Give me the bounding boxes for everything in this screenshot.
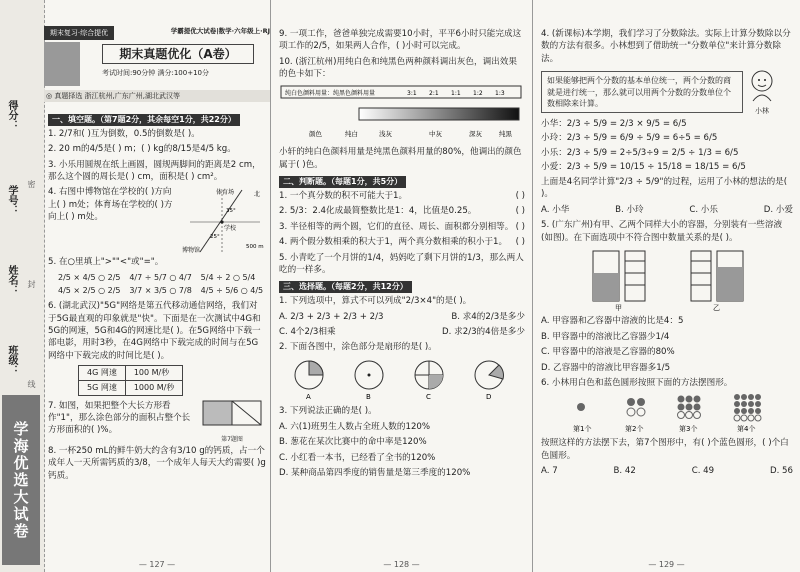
option[interactable]: D. 求2/3的4倍是多少 bbox=[442, 326, 525, 337]
series-info: 学霸提优大试卷|数学·六年级上·RJ bbox=[170, 27, 270, 35]
option[interactable]: D. 乙容器中的溶液比甲容器多1/5 bbox=[541, 362, 671, 373]
section-heading: 三、选择题。（每题2分，共12分） bbox=[279, 281, 412, 293]
judge-4 bbox=[279, 236, 525, 248]
option[interactable]: B. 42 bbox=[613, 466, 636, 477]
option[interactable]: C. 4个2/3相乘 bbox=[279, 326, 336, 337]
north-label: 北 bbox=[254, 191, 261, 199]
compare-item: 4/5 × 2/5 ○ 2/5 bbox=[58, 286, 121, 296]
question-6-options bbox=[541, 465, 793, 477]
stadium-label: 体育场 bbox=[216, 189, 235, 197]
answer-blank[interactable]: ( ) bbox=[515, 237, 525, 248]
figure-label: C bbox=[426, 392, 431, 401]
question-9: 9. 一项工作，爸爸单独完成需要10小时，平平6小时只能完成这项工作的2/5，如果两人合作，( )小时可以完成。 bbox=[279, 29, 522, 52]
pattern-label: 第3个 bbox=[679, 424, 698, 433]
exam-title: 期末真题优化（A卷） bbox=[102, 44, 254, 64]
judge-3 bbox=[279, 221, 525, 233]
question-1: 1. 2/7和( )互为倒数，0.5的倒数是( )。 bbox=[48, 128, 200, 139]
option[interactable]: B. 葱花在某次比赛中的命中率是120% bbox=[279, 437, 427, 448]
option[interactable]: B. 小玲 bbox=[615, 204, 644, 215]
option[interactable]: A. 2/3 + 2/3 + 2/3 + 2/3 bbox=[279, 311, 384, 322]
shaded-rectangle bbox=[202, 400, 262, 432]
thought-bubble: 如果能够把两个分数的基本单位统一，两个分数的商就是进行统一，那么就可以用两个分数的分数单位个数相除来计算。 bbox=[541, 71, 743, 113]
container-label: 乙 bbox=[713, 304, 720, 311]
question-4-options bbox=[541, 204, 793, 216]
calc-line: 小玲：2/3 ÷ 5/9 = 6/9 ÷ 5/9 = 6÷5 = 6/5 bbox=[541, 133, 718, 144]
choice-1-options bbox=[279, 326, 525, 338]
figure-label: B bbox=[366, 392, 371, 401]
answer-blank[interactable]: ( ) bbox=[515, 221, 525, 232]
color-card-diagram bbox=[279, 84, 523, 142]
brand-stamp: 学海优选大试卷 bbox=[2, 395, 40, 565]
container-label: 甲 bbox=[615, 304, 622, 311]
judge-1 bbox=[279, 190, 525, 202]
name-label: 姓名： bbox=[6, 265, 17, 295]
option[interactable]: C. 49 bbox=[691, 466, 715, 477]
figure-caption: 第7题图 bbox=[221, 435, 243, 443]
choice-1: 1. 下列选项中，算式不可以列成"2/3×4"的是( )。 bbox=[279, 296, 472, 307]
ratio-label: 纯白色颜料用量：纯黑色颜料用量 bbox=[285, 89, 376, 97]
option[interactable]: A. 六(1)班男生人数占全班人数的120% bbox=[279, 421, 431, 432]
option[interactable]: A. 7 bbox=[541, 466, 558, 477]
option[interactable]: C. 小乐 bbox=[689, 204, 718, 215]
angle-label: 35° bbox=[226, 208, 236, 215]
pattern-label: 第4个 bbox=[737, 424, 756, 433]
option[interactable]: B. 甲容器中的溶液比乙容器少1/4 bbox=[541, 331, 670, 342]
right-column bbox=[541, 28, 793, 481]
school-label: 学校 bbox=[224, 225, 237, 233]
binding-margin bbox=[0, 0, 45, 572]
containers-diagram bbox=[541, 247, 793, 311]
question-4-b: 上面是4名同学计算"2/3 ÷ 5/9"的过程，运用了小林的想法的是( )。 bbox=[541, 176, 788, 200]
option[interactable]: C. 甲容器中的溶液是乙容器的80% bbox=[541, 347, 675, 358]
page-number: — 129 — bbox=[648, 560, 685, 569]
question-7-block bbox=[48, 400, 266, 445]
question-10: 10. (浙江杭州)用纯白色和纯黑色两种颜料调出灰色，调出效果的色卡如下： bbox=[279, 56, 517, 80]
choice-2: 2. 下面各图中，涂色部分是扇形的是( )。 bbox=[279, 342, 437, 353]
judge-2 bbox=[279, 205, 525, 217]
id-label: 学号： bbox=[6, 185, 17, 215]
question-5-r: 5. (广东广州)有甲、乙两个同样大小的容器，分别装有一些溶液(如图)。在下面选项中不符合图中数量关系的是( )。 bbox=[541, 220, 783, 243]
color-label: 中灰 bbox=[429, 129, 442, 138]
cut-mark: 封 bbox=[27, 280, 36, 288]
option[interactable]: D. 某种商品第四季度的销售量是第三季度的120% bbox=[279, 468, 471, 479]
left-column bbox=[48, 112, 266, 485]
map-diagram bbox=[180, 186, 266, 256]
ratio-value: 1:2 bbox=[473, 89, 483, 97]
answer-blank[interactable]: ( ) bbox=[515, 206, 525, 217]
angle-label: 25° bbox=[210, 234, 220, 241]
cut-mark: 线 bbox=[27, 380, 36, 388]
character bbox=[747, 69, 777, 116]
question-8: 8. 一杯250 mL的鲜牛奶大约含有3/10 g的钙质，占一个成年人一天所需钙质的3/8，一个成年人每天大约需要( )g钙质。 bbox=[48, 445, 266, 481]
speed-table bbox=[78, 365, 183, 395]
figure-label: A bbox=[306, 392, 311, 401]
museum-label: 博物馆 bbox=[182, 247, 201, 255]
question-3: 3. 小乐用圆规在纸上画圆，圆规两脚间的距离是2 cm，那么这个圆的周长是( ) cm，面积是( ) cm²。 bbox=[48, 159, 261, 182]
judge-5: 5. 小青吃了一个月饼的1/4，妈妈吃了剩下月饼的1/3，那么两人吃的一样多。 bbox=[279, 252, 524, 276]
cut-mark: 密 bbox=[27, 180, 36, 188]
color-label: 深灰 bbox=[469, 129, 482, 138]
section-heading: 一、填空题。（第7题2分，其余每空1分，共22分） bbox=[48, 114, 240, 126]
color-label: 纯白 bbox=[345, 129, 358, 138]
question-10-b: 小轩的纯白色颜料用量是纯黑色颜料用量的80%，他调出的颜色属于( )色。 bbox=[279, 147, 522, 170]
exam-header bbox=[44, 26, 270, 106]
table-cell: 4G 网速 bbox=[79, 366, 126, 381]
option[interactable]: C. 小红看一本书，已经看了全书的120% bbox=[279, 452, 436, 463]
pattern-label: 第2个 bbox=[625, 424, 644, 433]
page-middle bbox=[270, 0, 532, 572]
ratio-value: 1:1 bbox=[451, 89, 461, 97]
color-label: 浅灰 bbox=[379, 129, 392, 138]
option[interactable]: D. 小爱 bbox=[763, 204, 793, 215]
exam-meta: 考试时间:90分钟 满分:100+10分 bbox=[102, 69, 209, 77]
question-6-r: 6. 小林用白色和蓝色圆形按照下面的方法摆图形。 bbox=[541, 378, 733, 389]
review-tag: 期末复习·综合提优 bbox=[44, 26, 114, 40]
page-number: — 128 — bbox=[383, 560, 420, 569]
judge-text: 4. 两个假分数相乘的积大于1，两个真分数相乘的积小于1。 bbox=[279, 237, 508, 248]
option[interactable]: A. 小华 bbox=[541, 204, 570, 215]
score-label: 得分： bbox=[6, 100, 17, 130]
compare-item: 5/4 ÷ 2 ○ 5/4 bbox=[200, 272, 256, 282]
question-7: 7. 如图，如果把整个大长方形看作"1"，那么涂色部分的面积占整个长方形面积的( )%。 bbox=[48, 400, 191, 436]
region-note: ◎ 真题择选 浙江杭州,广东广州,湖北武汉等 bbox=[44, 90, 270, 102]
judge-text: 2. 5/3：2.4化成最简整数比是1：4，比值是0.25。 bbox=[279, 206, 477, 217]
sector-figures bbox=[279, 357, 523, 401]
rectangle-figure bbox=[202, 400, 262, 445]
option[interactable]: A. 甲容器和乙容器中溶液的比是4：5 bbox=[541, 316, 684, 327]
compare-item: 3/7 × 3/5 ○ 7/8 bbox=[129, 286, 192, 296]
option[interactable]: D. 56 bbox=[769, 466, 793, 477]
calc-line: 小乐：2/3 ÷ 5/9 = 2÷5/3÷9 = 2/5 ÷ 1/3 = 6/5 bbox=[541, 147, 739, 158]
class-label: 班级： bbox=[6, 345, 17, 375]
judge-text: 1. 一个真分数的积不可能大于1。 bbox=[279, 190, 408, 201]
ratio-value: 3:1 bbox=[407, 89, 417, 97]
girl-icon bbox=[747, 69, 777, 103]
ratio-value: 1:3 bbox=[495, 89, 505, 97]
figure-label: D bbox=[486, 392, 492, 401]
color-label: 颜色 bbox=[309, 129, 322, 138]
thought-block bbox=[541, 68, 793, 116]
question-6: 6. (湖北武汉)"5G"网络是第五代移动通信网络，我们对于5G最直观的印象就是"快"。下面是在一次测试中4G和5G的网速，5G和4G的网速比是( )。在5G网络中下载一部电影，用时3秒，在4G网络中下载完成的时间与在5G网络中下载完成的时间比是( )。 bbox=[48, 301, 261, 361]
calc-line: 小华：2/3 ÷ 5/9 = 2/3 × 9/5 = 6/5 bbox=[541, 118, 687, 129]
character-name: 小林 bbox=[755, 106, 769, 115]
table-cell: 5G 网速 bbox=[79, 380, 126, 395]
table-cell: 100 M/秒 bbox=[125, 366, 183, 381]
question-2: 2. 20 m的4/5是( ) m；( ) kg的8/15是4/5 kg。 bbox=[48, 144, 236, 155]
pattern-label: 第1个 bbox=[573, 424, 592, 433]
scale-label: 500 m bbox=[246, 244, 264, 251]
question-5: 5. 在○里填上">""<"或"="。 bbox=[48, 257, 164, 268]
question-4-r: 4. (新课标)本学期，我们学习了分数除法。实际上计算分数除以分数的方法有很多。小林想到了借助统一"分数单位"来计算分数除法。 bbox=[541, 29, 791, 64]
page-right bbox=[532, 0, 800, 572]
compare-item: 2/5 × 4/5 ○ 2/5 bbox=[58, 272, 121, 282]
answer-blank[interactable]: ( ) bbox=[515, 190, 525, 201]
compare-item: 4/7 ÷ 5/7 ○ 4/7 bbox=[129, 272, 192, 282]
page-left bbox=[0, 0, 270, 572]
calc-line: 小爱：2/3 ÷ 5/9 = 10/15 ÷ 15/18 = 18/15 = 6/5 bbox=[541, 162, 746, 173]
table-cell: 1000 M/秒 bbox=[125, 380, 183, 395]
judge-text: 3. 半径相等的两个圆，它们的直径、周长、面积都分别相等。 bbox=[279, 221, 514, 232]
choice-3: 3. 下列说法正确的是( )。 bbox=[279, 406, 377, 417]
qr-code bbox=[44, 42, 80, 86]
section-heading: 二、判断题。（每题1分，共5分） bbox=[279, 176, 406, 188]
option[interactable]: B. 求4的2/3是多少 bbox=[451, 311, 525, 322]
compare-item: 4/5 ÷ 5/6 ○ 4/5 bbox=[200, 286, 264, 296]
page-number: — 127 — bbox=[138, 560, 176, 569]
circle-pattern bbox=[541, 393, 793, 433]
ratio-value: 2:1 bbox=[429, 89, 439, 97]
choice-1-options bbox=[279, 311, 525, 323]
question-4: 4. 右图中博物馆在学校的( )方向上( ) m处；体育场在学校的( )方向上( ) m处。 bbox=[48, 187, 173, 223]
color-label: 纯黑 bbox=[499, 129, 512, 138]
question-6-b: 按照这样的方法摆下去，第7个图形中，有( )个蓝色圆形，( )个白色圆形。 bbox=[541, 438, 789, 461]
middle-column bbox=[279, 28, 525, 483]
compare-grid bbox=[58, 272, 266, 297]
question-4-block bbox=[48, 186, 266, 256]
